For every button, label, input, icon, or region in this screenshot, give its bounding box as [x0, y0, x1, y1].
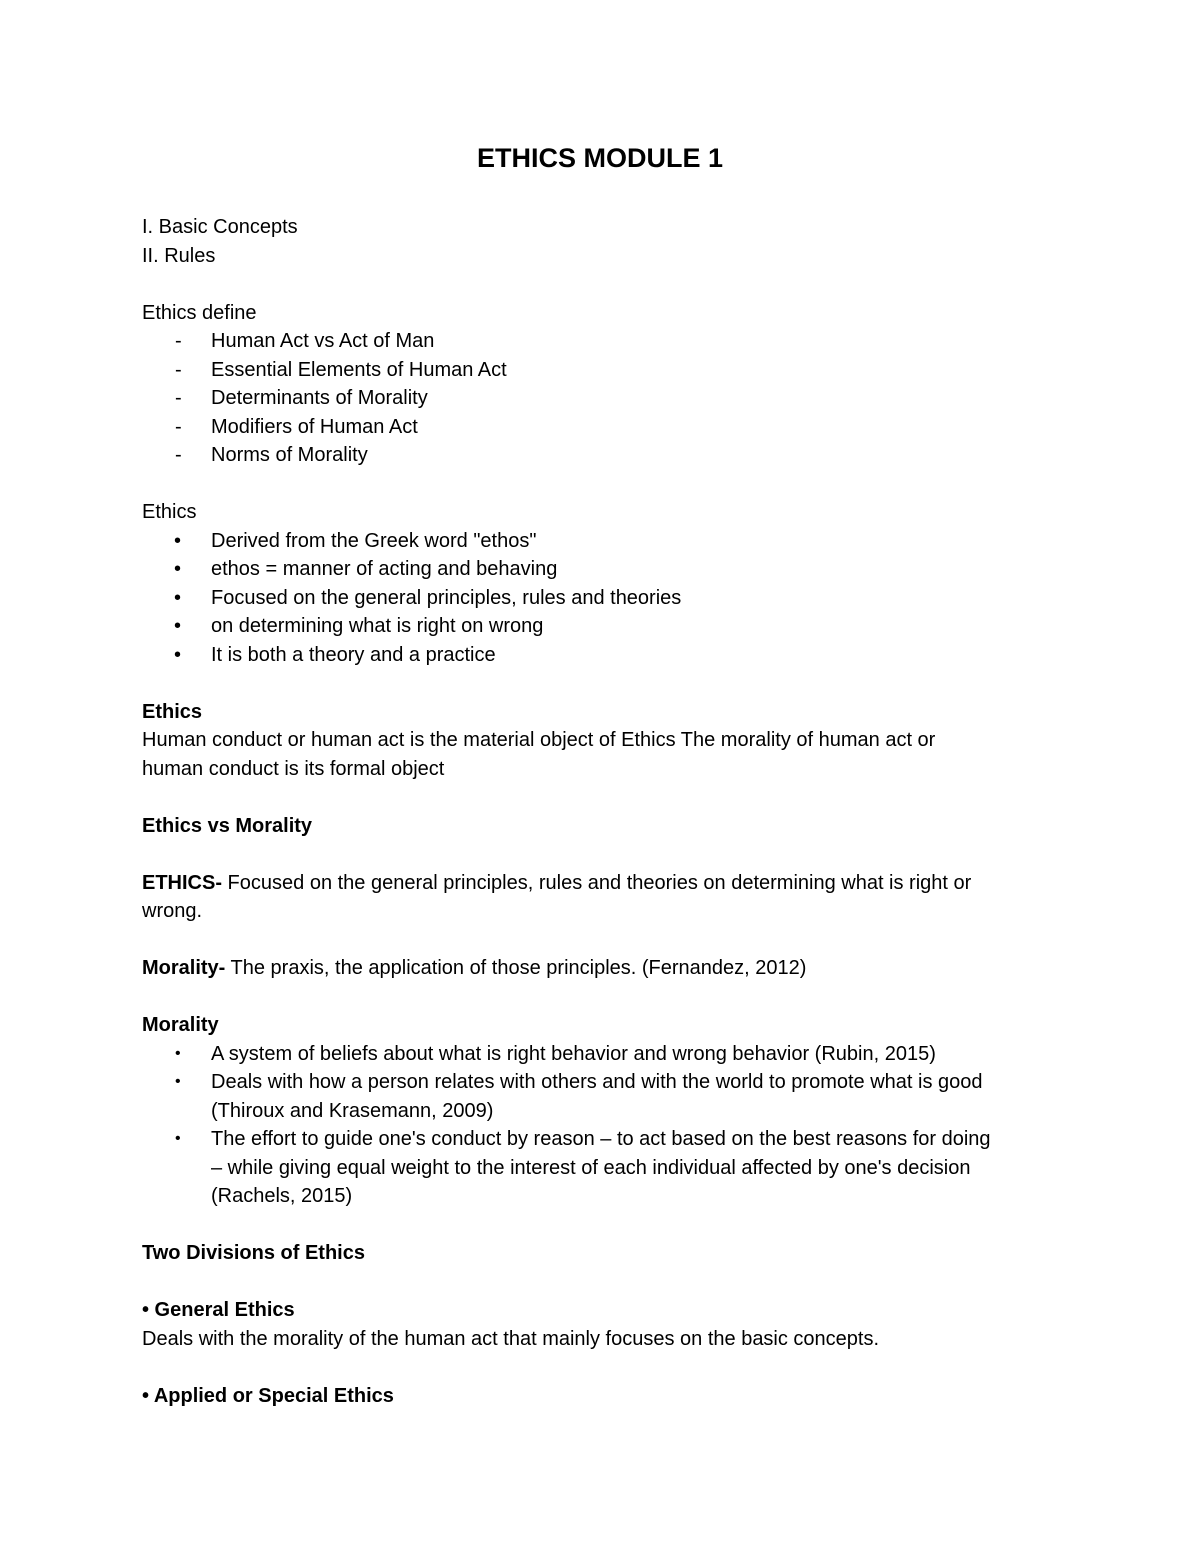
spacer [142, 470, 1062, 499]
spacer [142, 1268, 1062, 1297]
morality-heading: Morality [142, 1014, 219, 1036]
morality-term: Morality- [142, 957, 226, 979]
bullet-marker: • [174, 529, 182, 552]
general-ethics-description: Deals with the morality of the human act that mainly focuses on the basic concepts. [142, 1327, 880, 1350]
spacer [142, 983, 1062, 1012]
list-item [142, 527, 1062, 556]
list-item-text: The effort to guide one's conduct by reason – to act based on the best reasons for doing [211, 1128, 991, 1150]
spacer [142, 1353, 1062, 1382]
ethics-define-heading: Ethics define [142, 301, 257, 324]
list-item-text: Deals with how a person relates with others and with the world to promote what is good [211, 1071, 983, 1093]
dash-marker: - [175, 387, 182, 409]
list-item [142, 612, 1062, 641]
list-item-text: Modifiers of Human Act [211, 415, 418, 438]
general-ethics-heading: • General Ethics [142, 1299, 295, 1321]
list-item [142, 1068, 1062, 1125]
spacer [142, 1211, 1062, 1240]
dash-marker: - [175, 415, 182, 438]
list-item [142, 1125, 1062, 1211]
spacer [142, 270, 1062, 299]
spacer [142, 926, 1062, 955]
list-item-text: It is both a theory and a practice [211, 643, 496, 666]
spacer [142, 783, 1062, 812]
ethics-definition-text: Focused on the general principles, rules and theories on determining what is right or [222, 871, 972, 894]
list-item-text: (Thiroux and Krasemann, 2009) [211, 1099, 494, 1122]
list-item [142, 356, 1062, 385]
dash-marker: - [175, 444, 182, 466]
ethics-vs-morality-heading: Ethics vs Morality [142, 814, 313, 837]
morality-definition-text: The praxis, the application of those principles. (Fernandez, 2012) [225, 957, 807, 979]
list-item [142, 555, 1062, 584]
list-item-text: Derived from the Greek word "ethos" [211, 529, 537, 552]
list-item [142, 1040, 1062, 1069]
divisions-heading: Two Divisions of Ethics [142, 1242, 365, 1264]
bullet-marker: • [174, 586, 182, 609]
dash-marker: - [175, 330, 182, 352]
morality-definition [142, 954, 1062, 983]
bullet-marker: • [175, 1044, 181, 1062]
list-item-text: on determining what is right on wrong [211, 615, 544, 637]
list-item-text: – while giving equal weight to the interest of each individual affected by one's decision [211, 1156, 971, 1179]
list-item-text: A system of beliefs about what is right behavior and wrong behavior (Rubin, 2015) [211, 1042, 936, 1065]
list-item-text: Norms of Morality [211, 444, 368, 466]
list-item-text: ethos = manner of acting and behaving [211, 558, 558, 580]
bullet-marker: • [174, 643, 182, 666]
list-item-text: Human Act vs Act of Man [211, 330, 435, 352]
list-item-text: Focused on the general principles, rules and theories [211, 586, 682, 609]
ethics-bullet-list [142, 527, 1062, 670]
bullet-marker: • [174, 615, 182, 637]
list-item-text: Essential Elements of Human Act [211, 358, 507, 381]
applied-ethics-heading: • Applied or Special Ethics [142, 1384, 394, 1407]
ethics-define-list [142, 327, 1062, 470]
bullet-marker: • [174, 558, 182, 580]
spacer [142, 669, 1062, 698]
list-item-text: Determinants of Morality [211, 387, 428, 409]
outline-item-2: II. Rules [142, 244, 216, 267]
list-item [142, 413, 1062, 442]
ethics-definition-line-2: wrong. [142, 900, 203, 922]
list-item [142, 641, 1062, 670]
ethics-term: ETHICS- [142, 871, 222, 894]
outline-item-1: I. Basic Concepts [142, 216, 298, 238]
ethics-object-heading: Ethics [142, 700, 203, 723]
ethics-object-line-2: human conduct is its formal object [142, 757, 445, 780]
list-item [142, 584, 1062, 613]
dash-marker: - [175, 358, 182, 381]
document-body [142, 213, 1062, 1410]
list-item-text: (Rachels, 2015) [211, 1185, 353, 1207]
ethics-heading: Ethics [142, 501, 197, 523]
spacer [142, 840, 1062, 869]
bullet-marker: • [175, 1073, 181, 1090]
ethics-object-line-1: Human conduct or human act is the material object of Ethics The morality of human act or [142, 729, 936, 751]
list-item [142, 327, 1062, 356]
document-title: ETHICS MODULE 1 [476, 143, 724, 173]
list-item [142, 441, 1062, 470]
morality-bullet-list [142, 1040, 1062, 1211]
bullet-marker: • [175, 1130, 181, 1147]
ethics-definition-line-1 [142, 869, 1062, 898]
list-item [142, 384, 1062, 413]
